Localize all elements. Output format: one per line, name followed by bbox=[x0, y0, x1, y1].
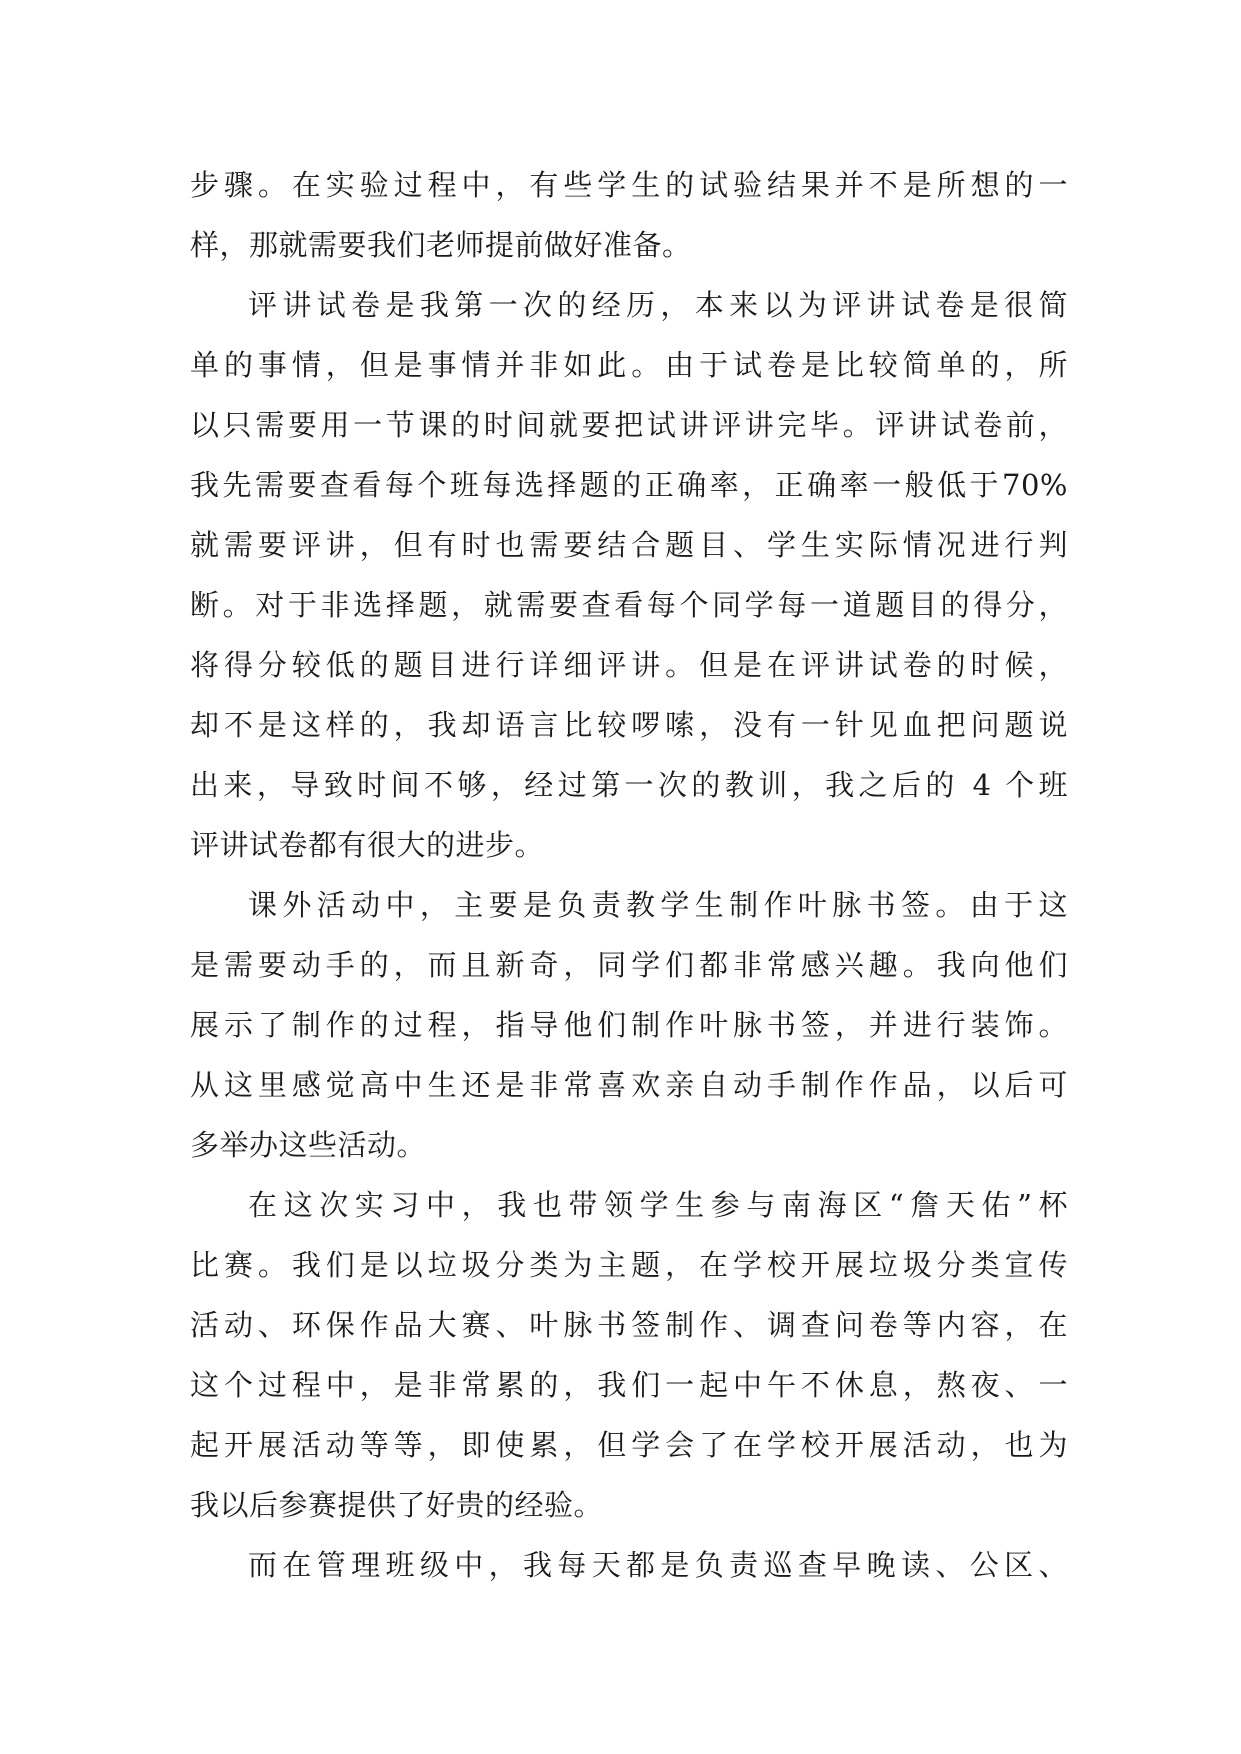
text-line: 我以后参赛提供了好贵的经验。 bbox=[190, 1488, 604, 1522]
text-line: 将得分较低的题目进行详细评讲。但是在评讲试卷的时候， bbox=[190, 648, 1068, 682]
paragraph bbox=[190, 1175, 1068, 1535]
paragraph bbox=[190, 275, 1068, 875]
paragraph bbox=[190, 875, 1068, 1175]
text-line: 单的事情，但是事情并非如此。由于试卷是比较简单的，所 bbox=[190, 348, 1068, 382]
text-line: 是需要动手的，而且新奇，同学们都非常感兴趣。我向他们 bbox=[190, 948, 1068, 982]
text-line: 步骤。在实验过程中，有些学生的试验结果并不是所想的一 bbox=[190, 168, 1068, 202]
text-line: 评讲试卷都有很大的进步。 bbox=[190, 828, 545, 862]
text-line: 比赛。我们是以垃圾分类为主题，在学校开展垃圾分类宣传 bbox=[190, 1248, 1068, 1282]
document-body bbox=[190, 155, 1068, 1595]
text-line: 以只需要用一节课的时间就要把试讲评讲完毕。评讲试卷前， bbox=[190, 408, 1068, 442]
text-line: 我先需要查看每个班每选择题的正确率，正确率一般低于70% bbox=[190, 468, 1068, 502]
text-line: 样，那就需要我们老师提前做好准备。 bbox=[190, 228, 692, 262]
text-line: 起开展活动等等，即使累，但学会了在学校开展活动，也为 bbox=[190, 1428, 1068, 1462]
text-line: 出来，导致时间不够，经过第一次的教训，我之后的 4 个班 bbox=[190, 768, 1068, 802]
text-line: 而在管理班级中，我每天都是负责巡查早晚读、公区、 bbox=[248, 1548, 1068, 1582]
text-line: 评讲试卷是我第一次的经历，本来以为评讲试卷是很简 bbox=[248, 288, 1068, 322]
text-line: 这个过程中，是非常累的，我们一起中午不休息，熬夜、一 bbox=[190, 1368, 1068, 1402]
text-line: 从这里感觉高中生还是非常喜欢亲自动手制作作品，以后可 bbox=[190, 1068, 1068, 1102]
text-line: 活动、环保作品大赛、叶脉书签制作、调查问卷等内容，在 bbox=[190, 1308, 1068, 1342]
text-line: 多举办这些活动。 bbox=[190, 1128, 427, 1162]
text-line: 课外活动中，主要是负责教学生制作叶脉书签。由于这 bbox=[248, 888, 1068, 922]
paragraph bbox=[190, 1535, 1068, 1595]
paragraph bbox=[190, 155, 1068, 275]
text-line: 断。对于非选择题，就需要查看每个同学每一道题目的得分， bbox=[190, 588, 1068, 622]
text-line: 却不是这样的，我却语言比较啰嗦，没有一针见血把问题说 bbox=[190, 708, 1068, 742]
text-line: 展示了制作的过程，指导他们制作叶脉书签，并进行装饰。 bbox=[190, 1008, 1068, 1042]
text-line: 就需要评讲，但有时也需要结合题目、学生实际情况进行判 bbox=[190, 528, 1068, 562]
text-line: 在这次实习中，我也带领学生参与南海区“詹天佑”杯 bbox=[248, 1188, 1068, 1222]
